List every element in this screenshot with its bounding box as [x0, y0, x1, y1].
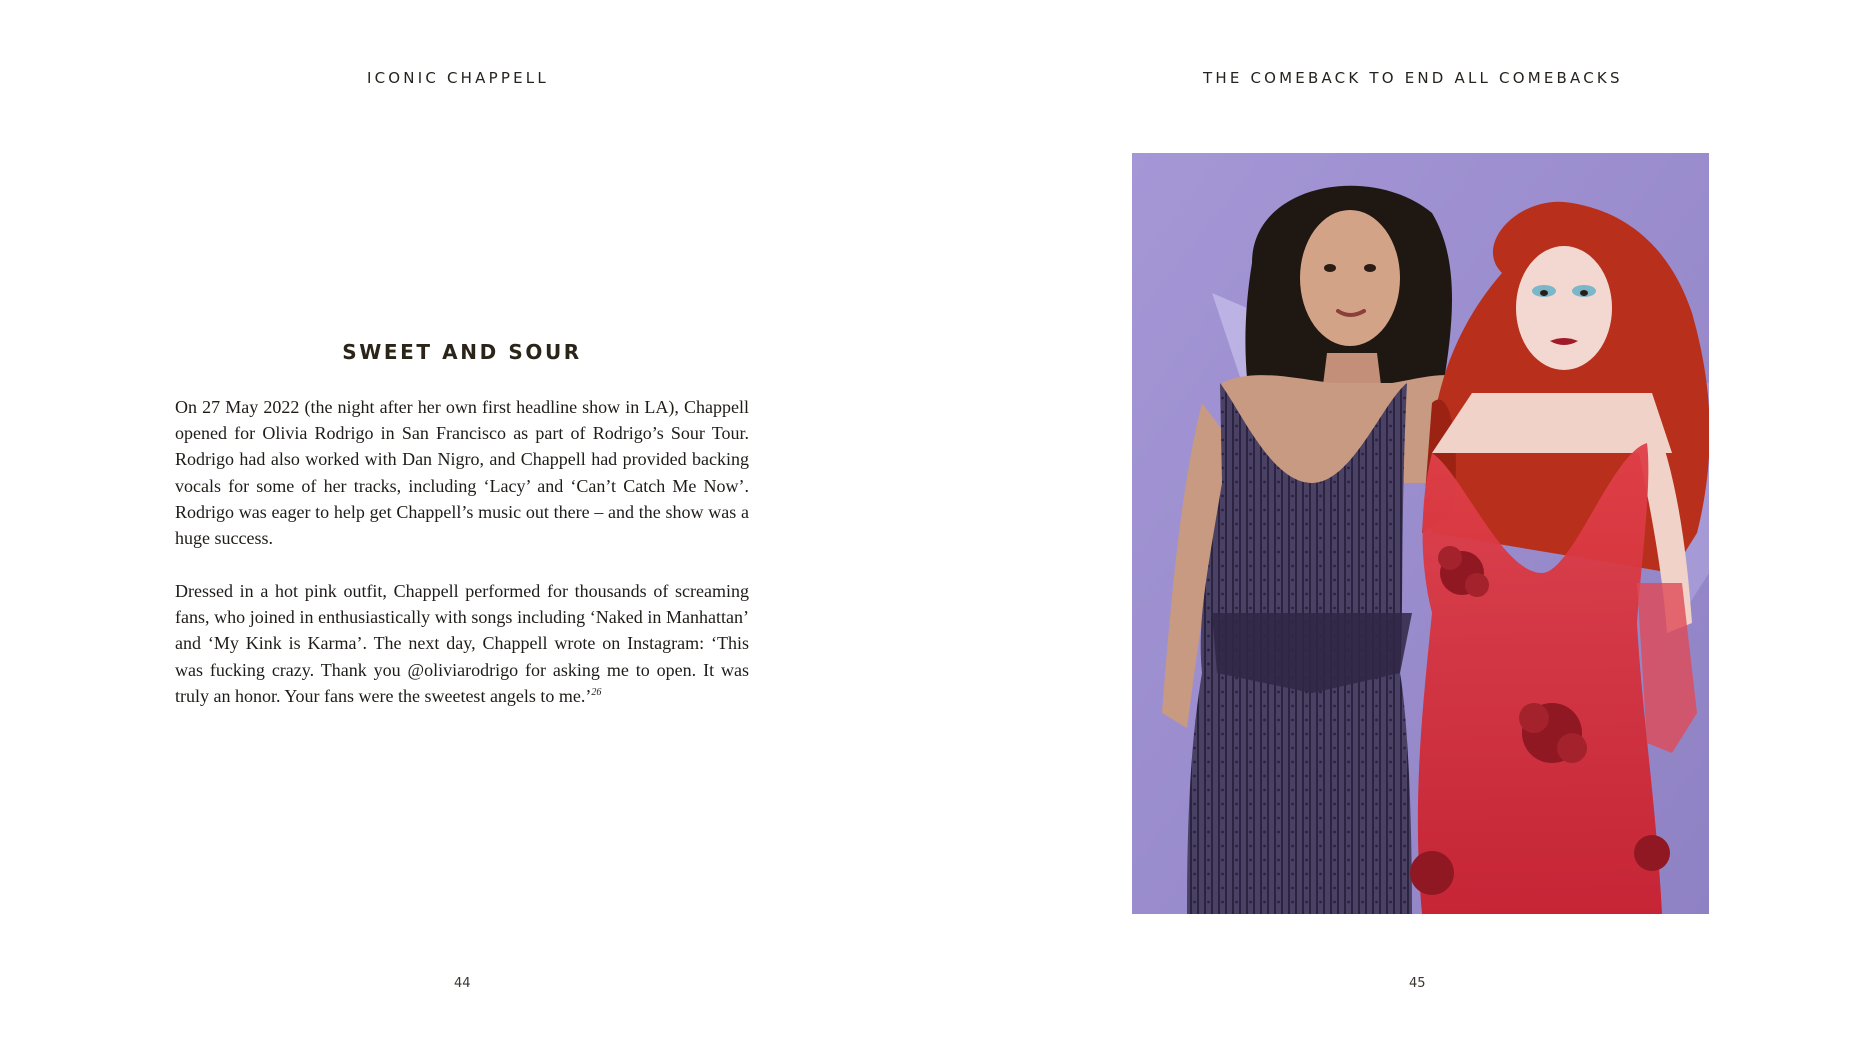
running-head-left: ICONIC CHAPPELL	[367, 69, 549, 87]
body-paragraph-1	[175, 394, 749, 551]
photo-two-women-red-carpet	[1132, 153, 1709, 914]
section-title: SWEET AND SOUR	[342, 340, 582, 364]
body-paragraph-2	[175, 578, 749, 709]
running-head-right: THE COMEBACK TO END ALL COMEBACKS	[1203, 69, 1623, 87]
page-number-right: 45	[1409, 976, 1426, 991]
right-page	[935, 0, 1871, 1061]
paragraph-1-text: On 27 May 2022 (the night after her own first headline show in LA), Chappell opened for Olivia Rodrigo in San Francisco as part of Rodrigo’s Sour Tour. Rodrigo had also worked with Dan Nigro, and Chappell had provided backing vocals for some of her tracks, including ‘Lacy’ and ‘Can’t Catch Me Now’. Rodrigo was eager to help get Chappell’s music out there – and the show was a huge success.	[175, 397, 749, 549]
paragraph-2-text: Dressed in a hot pink outfit, Chappell performed for thousands of screaming fans, who joined in enthusiastically with songs including ‘Naked in Manhattan’ and ‘My Kink is Karma’. The next day, Chappell wrote on Instagram: ‘This was fucking crazy. Thank you @oliviarodrigo for asking me to open. It was truly an honor. Your fans were the sweetest angels to me.’	[175, 581, 749, 706]
left-page	[0, 0, 935, 1061]
footnote-reference: 26	[591, 686, 602, 698]
page-number-left: 44	[454, 976, 471, 991]
